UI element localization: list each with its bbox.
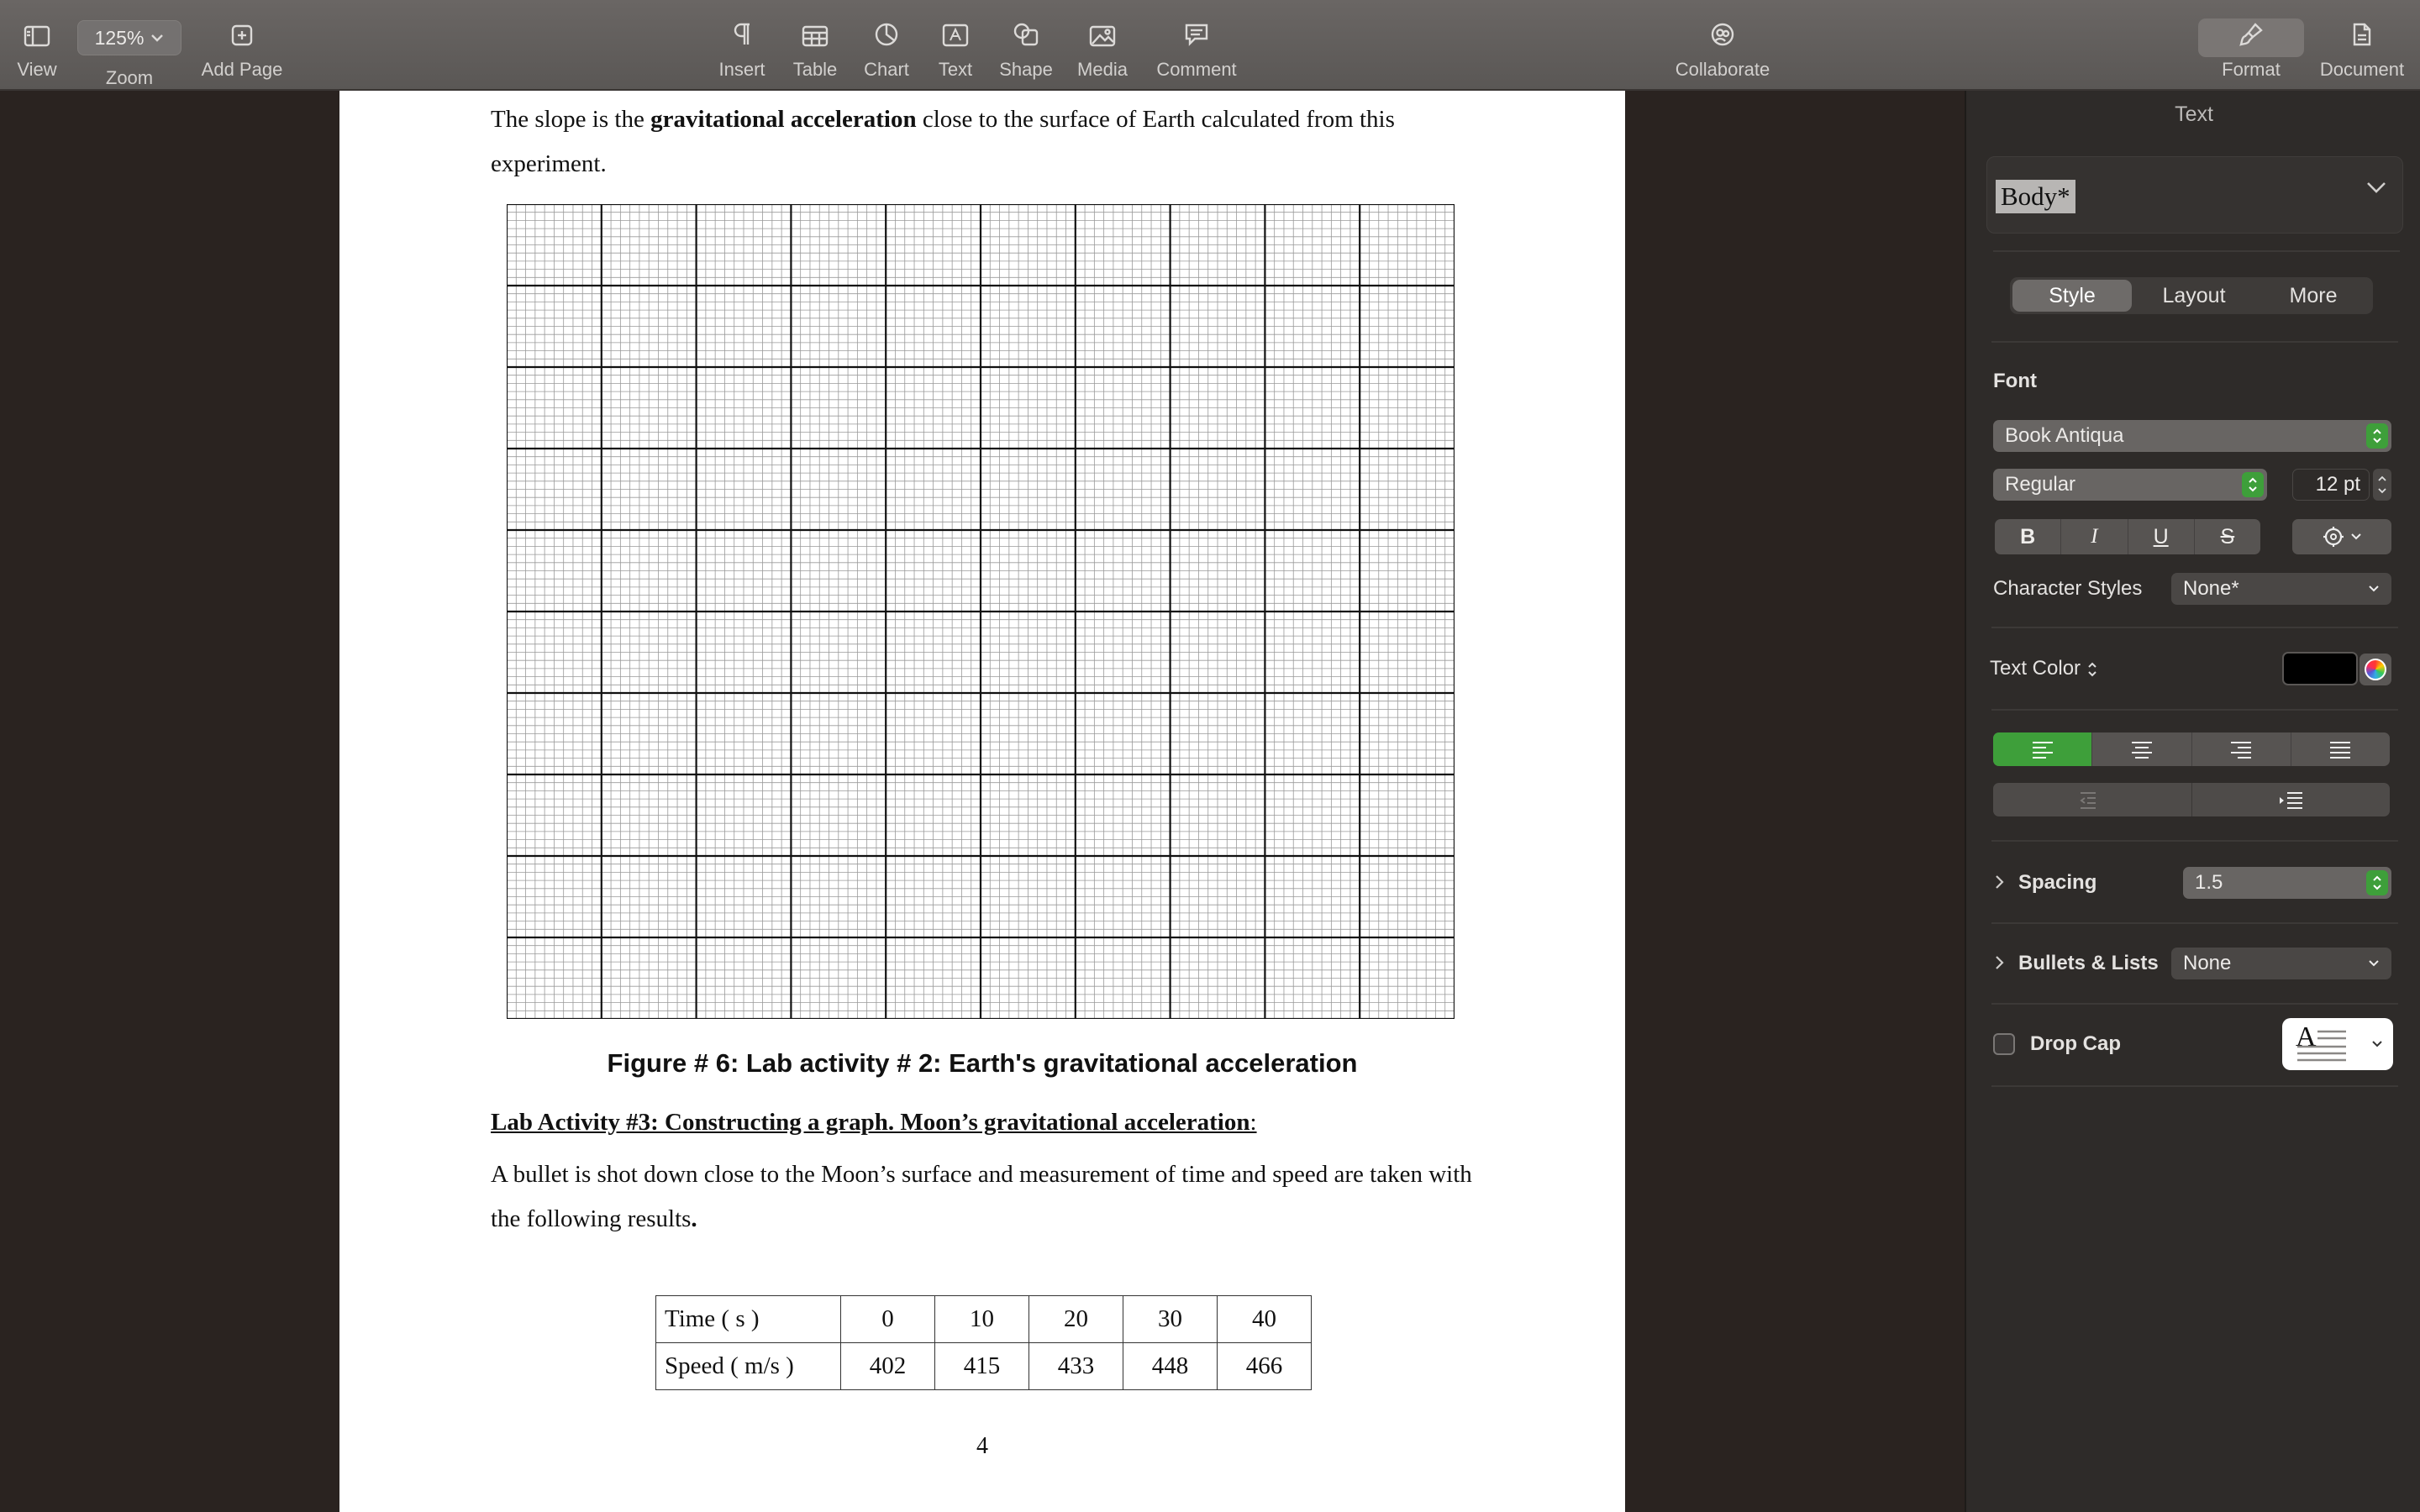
disclosure-chevron-icon[interactable] <box>1993 874 2005 890</box>
intro-paragraph[interactable] <box>491 97 1482 186</box>
table-cell[interactable]: 466 <box>1218 1343 1312 1390</box>
view-button[interactable] <box>3 0 71 91</box>
shape-button[interactable] <box>992 0 1060 91</box>
font-style-value: Regular <box>2005 473 2076 496</box>
increase-indent-button[interactable] <box>2192 783 2391 816</box>
sidebar-title: Text <box>2175 102 2213 126</box>
text-tabs <box>2010 277 2373 314</box>
advanced-options-button[interactable] <box>2292 519 2391 554</box>
intro-text-1: The slope is the <box>491 106 651 133</box>
font-section-label: Font <box>1993 370 2037 392</box>
divider <box>1991 341 2398 343</box>
zoom-control[interactable] <box>76 0 183 91</box>
document-button[interactable] <box>2309 0 2415 91</box>
bullets-lists-value: None <box>2183 952 2232 974</box>
table-row <box>656 1343 1312 1390</box>
table-cell[interactable]: Speed ( m/s ) <box>656 1343 841 1390</box>
table-cell[interactable]: 40 <box>1218 1296 1312 1343</box>
updown-icon <box>2086 660 2098 679</box>
zoom-value: 125% <box>94 26 145 49</box>
text-label: Text <box>938 59 973 80</box>
font-size-field[interactable] <box>2292 469 2370 501</box>
page-number: 4 <box>976 1433 988 1459</box>
increase-indent-icon <box>2277 790 2304 809</box>
chevron-down-icon <box>2368 585 2380 593</box>
comment-label: Comment <box>1156 59 1237 80</box>
text-color-well[interactable] <box>2282 652 2358 685</box>
zoom-label: Zoom <box>105 67 154 88</box>
drop-cap-checkbox[interactable] <box>1993 1033 2015 1055</box>
font-size-stepper[interactable] <box>2373 469 2391 501</box>
tab-style[interactable]: Style <box>2012 280 2132 312</box>
font-family-value: Book Antiqua <box>2005 424 2124 447</box>
document-label: Document <box>2319 59 2405 80</box>
comment-icon <box>1183 22 1210 47</box>
align-left-icon <box>2031 740 2054 759</box>
lab-activity-title[interactable] <box>491 1109 1257 1137</box>
intro-text-2: close to the surface of Earth calculated from this experiment. <box>491 106 1395 177</box>
text-color-label: Text Color <box>1990 657 2081 680</box>
align-right-button[interactable] <box>2192 732 2291 766</box>
toolbar <box>0 0 2420 91</box>
format-button[interactable] <box>2198 0 2304 91</box>
font-family-popup[interactable] <box>1993 420 2391 452</box>
chart-icon <box>874 22 899 47</box>
format-label: Format <box>2222 59 2281 80</box>
italic-button[interactable]: I <box>2061 519 2128 554</box>
updown-icon <box>2366 870 2388 895</box>
chart-label: Chart <box>864 59 909 80</box>
table-cell[interactable]: 0 <box>841 1296 935 1343</box>
drop-cap-label: Drop Cap <box>2030 1032 2121 1055</box>
lab-title-colon: : <box>1249 1109 1257 1136</box>
bold-button[interactable]: B <box>1995 519 2061 554</box>
paintbrush-icon <box>2238 22 2264 47</box>
document-icon <box>2351 22 2373 47</box>
character-styles-value: None* <box>2183 577 2239 600</box>
view-label: View <box>17 59 57 80</box>
text-button[interactable] <box>923 0 988 91</box>
document-canvas[interactable] <box>0 91 1965 1512</box>
chevron-down-icon <box>2371 1040 2383 1048</box>
updown-icon <box>2366 423 2388 449</box>
divider <box>1991 922 2398 924</box>
chevron-down-icon <box>150 34 164 42</box>
lab-title-text: Lab Activity #3: Constructing a graph. Moon’s gravitational acceleration <box>491 1109 1250 1136</box>
decrease-indent-button[interactable] <box>1993 783 2192 816</box>
table-cell[interactable]: 448 <box>1123 1343 1218 1390</box>
drop-cap-style-button[interactable] <box>2282 1018 2393 1070</box>
document-page[interactable] <box>339 91 1625 1512</box>
divider <box>1993 250 2400 252</box>
chevron-up-icon <box>2377 475 2387 482</box>
character-styles-label: Character Styles <box>1993 577 2143 600</box>
text-box-icon <box>942 24 969 47</box>
table-cell[interactable]: 30 <box>1123 1296 1218 1343</box>
lab-text-dot: . <box>691 1205 697 1232</box>
justify-button[interactable] <box>2291 732 2390 766</box>
graph-grid <box>507 204 1455 1019</box>
strikethrough-button[interactable]: S <box>2220 524 2235 549</box>
divider <box>1991 627 2398 628</box>
decrease-indent-icon <box>2079 790 2106 809</box>
bullets-lists-popup[interactable] <box>2171 948 2391 979</box>
data-table[interactable] <box>655 1295 1312 1390</box>
sidebar-icon <box>24 25 50 47</box>
text-color-label-wrap[interactable] <box>1990 657 2098 680</box>
chevron-down-icon <box>2368 959 2380 968</box>
zoom-popup[interactable] <box>77 20 182 55</box>
table-label: Table <box>792 59 838 80</box>
tab-more[interactable]: More <box>2289 283 2338 307</box>
table-cell[interactable]: 20 <box>1029 1296 1123 1343</box>
paragraph-style-selector[interactable] <box>1986 156 2403 234</box>
collaborate-label: Collaborate <box>1675 59 1770 80</box>
pilcrow-icon <box>733 22 751 47</box>
bullets-lists-label: Bullets & Lists <box>2018 952 2159 974</box>
indent-buttons <box>1993 783 2390 816</box>
align-center-button[interactable] <box>2092 732 2191 766</box>
spacing-popup[interactable] <box>2183 867 2391 899</box>
lab-text: A bullet is shot down close to the Moon’s surface and measurement of time and speed are taken with the following results <box>491 1161 1472 1232</box>
paragraph-style-name: Body* <box>1996 180 2075 213</box>
divider <box>1991 840 2398 842</box>
table-cell[interactable]: 402 <box>841 1343 935 1390</box>
disclosure-chevron-icon[interactable] <box>1993 954 2005 971</box>
media-button[interactable] <box>1065 0 1139 91</box>
tab-layout[interactable]: Layout <box>2162 283 2226 307</box>
table-cell[interactable]: 433 <box>1029 1343 1123 1390</box>
divider <box>1991 1085 2398 1087</box>
font-size-value: 12 pt <box>2315 473 2360 496</box>
drop-cap-glyph: A <box>2296 1021 2317 1053</box>
updown-icon <box>2242 472 2264 497</box>
media-label: Media <box>1077 59 1128 80</box>
collaborate-icon <box>1709 22 1736 47</box>
intro-bold-text: gravitational acceleration <box>650 106 917 133</box>
photo-icon <box>1089 25 1116 47</box>
add-page-icon <box>230 24 254 47</box>
font-style-popup[interactable] <box>1993 469 2267 501</box>
figure-caption: Figure # 6: Lab activity # 2: Earth's gravitational acceleration <box>607 1048 1358 1078</box>
table-cell[interactable]: 10 <box>935 1296 1029 1343</box>
add-page-label: Add Page <box>201 59 283 80</box>
lab-description[interactable] <box>491 1152 1482 1242</box>
table-cell[interactable]: Time ( s ) <box>656 1296 841 1343</box>
graph-paper[interactable] <box>507 204 1455 1019</box>
justify-icon <box>2328 740 2352 759</box>
collaborate-button[interactable] <box>1664 0 1781 91</box>
chart-button[interactable] <box>854 0 919 91</box>
shape-label: Shape <box>999 59 1053 80</box>
table-icon <box>802 25 829 47</box>
color-picker-button[interactable] <box>2360 654 2391 685</box>
drop-cap-lines-icon <box>2296 1026 2348 1063</box>
insert-button[interactable] <box>708 0 776 91</box>
align-left-button[interactable] <box>1993 732 2092 766</box>
table-row <box>656 1296 1312 1343</box>
spacing-label: Spacing <box>2018 871 2097 894</box>
comment-button[interactable] <box>1150 0 1244 91</box>
chevron-down-icon <box>2365 181 2387 194</box>
spacing-value: 1.5 <box>2195 871 2223 894</box>
table-button[interactable] <box>781 0 849 91</box>
color-wheel-icon <box>2365 659 2386 680</box>
table-cell[interactable]: 415 <box>935 1343 1029 1390</box>
character-styles-popup[interactable] <box>2171 573 2391 605</box>
divider <box>1991 709 2398 711</box>
add-page-button[interactable] <box>192 0 292 91</box>
alignment-buttons <box>1993 732 2390 766</box>
divider <box>1991 1003 2398 1005</box>
chevron-down-icon <box>2377 487 2387 494</box>
shape-icon <box>1013 22 1039 47</box>
gear-icon <box>2322 525 2345 549</box>
align-right-icon <box>2229 740 2253 759</box>
insert-label: Insert <box>718 59 765 80</box>
underline-button[interactable]: U <box>2128 519 2195 554</box>
chevron-down-icon <box>2350 533 2362 541</box>
font-emphasis-buttons <box>1995 519 2260 554</box>
align-center-icon <box>2130 740 2154 759</box>
